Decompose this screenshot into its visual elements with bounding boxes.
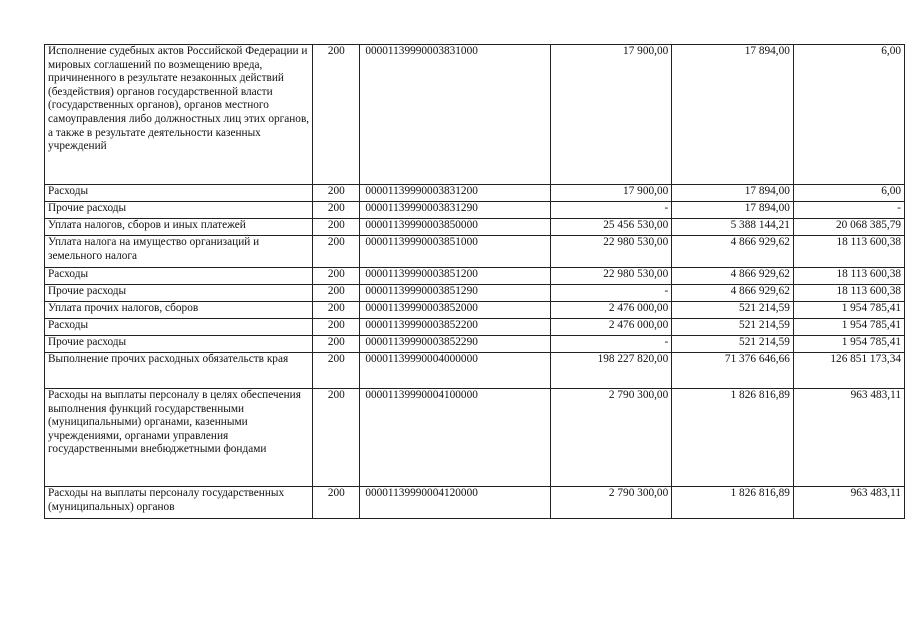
row-name: Исполнение судебных актов Российской Федерации и мировых соглашений по возмещению вреда, причиненного в результате незаконных действий (бездействия) органов государственной власти (государственных органов), органов местного самоуправления либо должностных лиц этих органов, а также в результате деятельности казенных учреждений [45, 45, 313, 185]
row-approved: 17 900,00 [550, 185, 672, 202]
row-name: Прочие расходы [45, 336, 313, 353]
table-row [45, 302, 905, 319]
row-name: Уплата прочих налогов, сборов [45, 302, 313, 319]
row-approved: - [550, 202, 672, 219]
row-remaining: 126 851 173,34 [793, 353, 904, 389]
row-kbk: 00001139990003831000 [360, 45, 550, 185]
row-code: 200 [313, 302, 360, 319]
table-row [45, 285, 905, 302]
row-code: 200 [313, 353, 360, 389]
row-name: Прочие расходы [45, 285, 313, 302]
row-kbk: 00001139990003852000 [360, 302, 550, 319]
row-approved: 2 790 300,00 [550, 487, 672, 519]
budget-execution-table [44, 44, 905, 519]
table-row [45, 336, 905, 353]
row-approved: 22 980 530,00 [550, 236, 672, 268]
row-remaining: 18 113 600,38 [793, 268, 904, 285]
row-remaining: 6,00 [793, 185, 904, 202]
table-row [45, 45, 905, 185]
row-name: Выполнение прочих расходных обязательств края [45, 353, 313, 389]
row-code: 200 [313, 336, 360, 353]
row-code: 200 [313, 185, 360, 202]
row-executed: 17 894,00 [672, 202, 794, 219]
row-name: Расходы на выплаты персоналу в целях обеспечения выполнения функций государственными (муниципальными) органами, казенными учреждениями, органами управления государственными внебюджетными фондами [45, 389, 313, 487]
row-approved: - [550, 285, 672, 302]
row-code: 200 [313, 236, 360, 268]
row-remaining: 1 954 785,41 [793, 302, 904, 319]
row-executed: 521 214,59 [672, 336, 794, 353]
row-executed: 1 826 816,89 [672, 487, 794, 519]
table-row [45, 487, 905, 519]
row-code: 200 [313, 389, 360, 487]
row-kbk: 00001139990003851000 [360, 236, 550, 268]
table-row [45, 219, 905, 236]
row-kbk: 00001139990004100000 [360, 389, 550, 487]
row-code: 200 [313, 268, 360, 285]
row-approved: 22 980 530,00 [550, 268, 672, 285]
row-name: Расходы на выплаты персоналу государственных (муниципальных) органов [45, 487, 313, 519]
row-remaining: 20 068 385,79 [793, 219, 904, 236]
row-kbk: 00001139990004120000 [360, 487, 550, 519]
table-row [45, 319, 905, 336]
table-row [45, 202, 905, 219]
table-row [45, 268, 905, 285]
row-executed: 4 866 929,62 [672, 285, 794, 302]
row-approved: 198 227 820,00 [550, 353, 672, 389]
row-approved: 17 900,00 [550, 45, 672, 185]
row-code: 200 [313, 319, 360, 336]
table-row [45, 389, 905, 487]
row-executed: 17 894,00 [672, 185, 794, 202]
row-approved: - [550, 336, 672, 353]
row-approved: 25 456 530,00 [550, 219, 672, 236]
row-kbk: 00001139990003851290 [360, 285, 550, 302]
row-code: 200 [313, 487, 360, 519]
row-code: 200 [313, 285, 360, 302]
row-remaining: 1 954 785,41 [793, 336, 904, 353]
row-executed: 4 866 929,62 [672, 268, 794, 285]
row-kbk: 00001139990003852200 [360, 319, 550, 336]
row-approved: 2 476 000,00 [550, 302, 672, 319]
row-kbk: 00001139990003851200 [360, 268, 550, 285]
row-remaining: 963 483,11 [793, 487, 904, 519]
row-name: Расходы [45, 268, 313, 285]
row-kbk: 00001139990003831290 [360, 202, 550, 219]
row-kbk: 00001139990004000000 [360, 353, 550, 389]
row-code: 200 [313, 219, 360, 236]
table-row [45, 185, 905, 202]
row-remaining: 1 954 785,41 [793, 319, 904, 336]
row-remaining: 6,00 [793, 45, 904, 185]
row-name: Расходы [45, 319, 313, 336]
row-executed: 521 214,59 [672, 302, 794, 319]
row-name: Уплата налога на имущество организаций и земельного налога [45, 236, 313, 268]
row-approved: 2 476 000,00 [550, 319, 672, 336]
row-kbk: 00001139990003850000 [360, 219, 550, 236]
row-executed: 1 826 816,89 [672, 389, 794, 487]
row-remaining: 18 113 600,38 [793, 236, 904, 268]
row-remaining: - [793, 202, 904, 219]
table-row [45, 353, 905, 389]
row-executed: 4 866 929,62 [672, 236, 794, 268]
row-name: Расходы [45, 185, 313, 202]
row-code: 200 [313, 202, 360, 219]
row-executed: 5 388 144,21 [672, 219, 794, 236]
row-code: 200 [313, 45, 360, 185]
row-executed: 521 214,59 [672, 319, 794, 336]
row-name: Прочие расходы [45, 202, 313, 219]
row-kbk: 00001139990003831200 [360, 185, 550, 202]
table-row [45, 236, 905, 268]
row-executed: 17 894,00 [672, 45, 794, 185]
row-remaining: 18 113 600,38 [793, 285, 904, 302]
row-remaining: 963 483,11 [793, 389, 904, 487]
row-name: Уплата налогов, сборов и иных платежей [45, 219, 313, 236]
row-kbk: 00001139990003852290 [360, 336, 550, 353]
row-approved: 2 790 300,00 [550, 389, 672, 487]
row-executed: 71 376 646,66 [672, 353, 794, 389]
